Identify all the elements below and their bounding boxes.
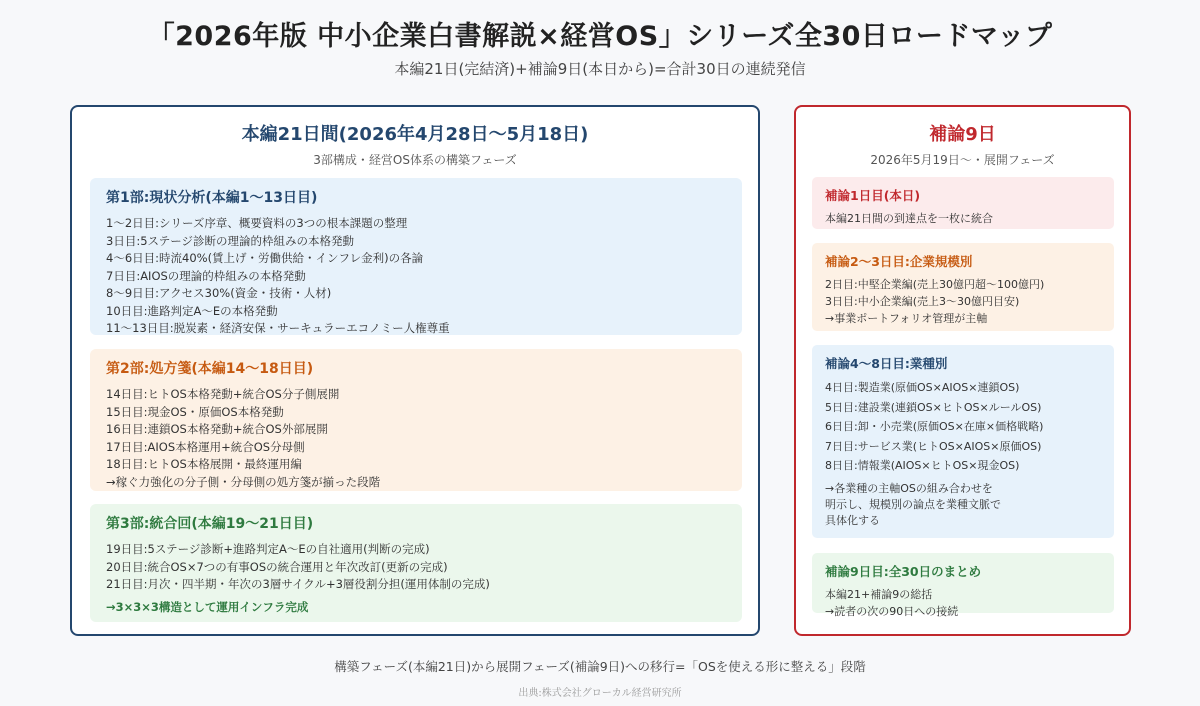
supplement-day-1-box bbox=[812, 177, 1114, 229]
supplement-size-box bbox=[812, 243, 1114, 331]
part-3-emphasis: →3×3×3構造として運用インフラ完成 bbox=[106, 599, 309, 614]
part-3-line: 19日目:5ステージ診断+進路判定A〜Eの自社適用(判断の完成) bbox=[106, 542, 430, 556]
supplement-day-1-title: 補論1日目(本日) bbox=[825, 188, 921, 203]
supplement-size-line: 3日目:中小企業編(売上3〜30億円目安) bbox=[825, 295, 1020, 308]
part-1-title: 第1部:現状分析(本編1〜13日目) bbox=[106, 190, 318, 206]
part-2-line: 14日目:ヒトOS本格発動+統合OS分子側展開 bbox=[106, 387, 340, 401]
part-2-line: 18日目:ヒトOS本格展開・最終運用編 bbox=[106, 457, 302, 471]
main-series-subheading: 3部構成・経営OS体系の構築フェーズ bbox=[313, 153, 517, 167]
part-3-title: 第3部:統合回(本編19〜21日目) bbox=[106, 516, 314, 532]
supplement-summary-title: 補論9日目:全30日のまとめ bbox=[825, 564, 982, 579]
part-2-line: →稼ぐ力強化の分子側・分母側の処方箋が揃った段階 bbox=[106, 474, 381, 489]
part-2-box bbox=[90, 349, 742, 491]
part-2-line: 15日目:現金OS・原価OS本格発動 bbox=[106, 404, 284, 419]
supplement-industry-title: 補論4〜8日目:業種別 bbox=[825, 356, 948, 371]
part-1-line: 8〜9日目:アクセス30%(資金・技術・人材) bbox=[106, 286, 332, 300]
supplement-industry-line: 4日目:製造業(原価OS×AIOS×連鎖OS) bbox=[825, 381, 1020, 394]
supplement-industry-note-line: →各業種の主軸OSの組み合わせを bbox=[825, 481, 993, 495]
part-3-line: 20日目:統合OS×7つの有事OSの統合運用と年次改訂(更新の完成) bbox=[106, 559, 448, 574]
supplement-industry-line: 5日目:建設業(連鎖OS×ヒトOS×ルールOS) bbox=[825, 400, 1042, 414]
part-1-line: 4〜6日目:時流40%(賃上げ・労働供給・インフレ金利)の各論 bbox=[106, 251, 424, 265]
part-1-line: 10日目:進路判定A〜Eの本格発動 bbox=[106, 303, 278, 318]
supplement-industry-line: 6日目:卸・小売業(原価OS×在庫×価格戦略) bbox=[825, 420, 1044, 433]
main-series-panel bbox=[70, 105, 760, 636]
supplement-summary-line: 本編21+補論9の総括 bbox=[825, 588, 933, 601]
supplement-size-line: 2日目:中堅企業編(売上30億円超〜100億円) bbox=[825, 278, 1045, 291]
supplement-summary-box bbox=[812, 553, 1114, 618]
supplement-subheading: 2026年5月19日〜・展開フェーズ bbox=[870, 153, 1055, 167]
supplement-industry-note-line: 明示し、規模別の論点を業種文脈で bbox=[825, 497, 1001, 511]
supplement-day-1-line: 本編21日間の到達点を一枚に統合 bbox=[825, 212, 993, 225]
supplement-heading: 補論9日 bbox=[929, 124, 996, 145]
part-2-line: 16日目:連鎖OS本格発動+統合OS外部展開 bbox=[106, 422, 328, 436]
source-credit: 出典:株式会社グローカル経営研究所 bbox=[518, 688, 682, 699]
part-2-line: 17日目:AIOS本格運用+統合OS分母側 bbox=[106, 439, 305, 454]
part-1-line: 11〜13日目:脱炭素・経済安保・サーキュラーエコノミー人権尊重 bbox=[106, 321, 450, 335]
part-1-line: 3日目:5ステージ診断の理論的枠組みの本格発動 bbox=[106, 233, 355, 248]
part-1-line: 7日目:AIOSの理論的枠組みの本格発動 bbox=[106, 268, 306, 283]
part-1-box bbox=[90, 178, 742, 335]
supplement-summary-line: →読者の次の90日への接続 bbox=[825, 605, 959, 618]
part-3-box bbox=[90, 504, 742, 622]
supplement-industry-line: 8日目:情報業(AIOS×ヒトOS×現金OS) bbox=[825, 459, 1020, 472]
part-2-title: 第2部:処方箋(本編14〜18日目) bbox=[106, 361, 314, 377]
supplement-industry-note-line: 具体化する bbox=[825, 513, 880, 527]
supplement-size-line: →事業ポートフォリオ管理が主軸 bbox=[825, 312, 988, 325]
part-1-line: 1〜2日目:シリーズ序章、概要資料の3つの根本課題の整理 bbox=[106, 216, 408, 230]
page-subtitle: 本編21日(完結済)+補論9日(本日から)=合計30日の連続発信 bbox=[394, 60, 806, 78]
supplement-industry-line: 7日目:サービス業(ヒトOS×AIOS×原価OS) bbox=[825, 439, 1042, 453]
supplement-size-title: 補論2〜3日目:企業規模別 bbox=[825, 254, 973, 269]
page-title: 「2026年版 中小企業白書解説×経営OS」シリーズ全30日ロードマップ bbox=[147, 21, 1053, 52]
footer-caption: 構築フェーズ(本編21日)から展開フェーズ(補論9日)への移行=「OSを使える形に整える」段階 bbox=[334, 659, 866, 674]
supplement-industry-box bbox=[812, 345, 1114, 538]
main-series-heading: 本編21日間(2026年4月28日〜5月18日) bbox=[241, 124, 589, 145]
supplement-panel bbox=[794, 105, 1131, 636]
part-3-line: 21日目:月次・四半期・年次の3層サイクル+3層役割分担(運用体制の完成) bbox=[106, 577, 490, 591]
supplement-industry-note bbox=[825, 481, 1101, 529]
